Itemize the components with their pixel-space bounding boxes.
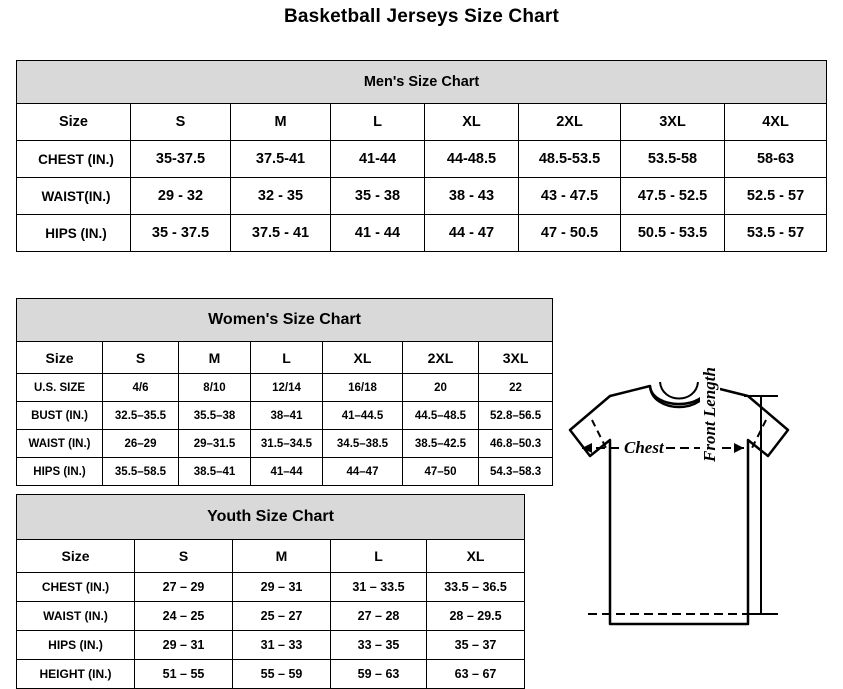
youth-header-m: M	[233, 540, 331, 573]
mens-chest-l: 41-44	[331, 141, 425, 178]
womens-header-2xl: 2XL	[403, 342, 479, 374]
youth-hips-l: 33 – 35	[331, 631, 427, 660]
womens-chart-title: Women's Size Chart	[17, 299, 553, 342]
youth-size-chart-table	[16, 494, 525, 689]
table-row	[17, 402, 553, 430]
womens-header-size: Size	[17, 342, 103, 374]
mens-chest-3xl: 53.5-58	[621, 141, 725, 178]
womens-header-xl: XL	[323, 342, 403, 374]
table-row	[17, 215, 827, 252]
page-title: Basketball Jerseys Size Chart	[283, 6, 560, 27]
mens-waist-3xl: 47.5 - 52.5	[621, 178, 725, 215]
mens-row-label-hips: HIPS (IN.)	[17, 215, 131, 252]
mens-size-chart-table	[16, 60, 827, 252]
womens-hips-2xl: 47–50	[403, 458, 479, 486]
chest-dimension-label: Chest	[624, 438, 664, 457]
mens-header-m: M	[231, 104, 331, 141]
table-row	[17, 458, 553, 486]
youth-chest-s: 27 – 29	[135, 573, 233, 602]
mens-header-4xl: 4XL	[725, 104, 827, 141]
shirt-outline	[570, 386, 788, 624]
womens-header-3xl: 3XL	[479, 342, 553, 374]
mens-header-row	[17, 104, 827, 141]
youth-header-xl: XL	[427, 540, 525, 573]
youth-chest-l: 31 – 33.5	[331, 573, 427, 602]
youth-header-l: L	[331, 540, 427, 573]
mens-row-label-chest: CHEST (IN.)	[17, 141, 131, 178]
youth-hips-m: 31 – 33	[233, 631, 331, 660]
mens-chest-m: 37.5-41	[231, 141, 331, 178]
womens-bust-m: 35.5–38	[179, 402, 251, 430]
mens-waist-4xl: 52.5 - 57	[725, 178, 827, 215]
womens-hips-s: 35.5–58.5	[103, 458, 179, 486]
mens-header-xl: XL	[425, 104, 519, 141]
youth-row-label-hips: HIPS (IN.)	[17, 631, 135, 660]
mens-hips-xl: 44 - 47	[425, 215, 519, 252]
womens-waist-m: 29–31.5	[179, 430, 251, 458]
youth-chart-title: Youth Size Chart	[17, 495, 525, 540]
mens-header-l: L	[331, 104, 425, 141]
mens-chest-xl: 44-48.5	[425, 141, 519, 178]
womens-waist-s: 26–29	[103, 430, 179, 458]
youth-row-label-height: HEIGHT (IN.)	[17, 660, 135, 689]
jersey-measurement-diagram	[548, 352, 838, 672]
youth-waist-l: 27 – 28	[331, 602, 427, 631]
womens-us-size-3xl: 22	[479, 374, 553, 402]
mens-chart-title: Men's Size Chart	[17, 61, 827, 104]
womens-us-size-m: 8/10	[179, 374, 251, 402]
youth-header-size: Size	[17, 540, 135, 573]
mens-waist-m: 32 - 35	[231, 178, 331, 215]
womens-chart-title-row	[17, 299, 553, 342]
mens-hips-2xl: 47 - 50.5	[519, 215, 621, 252]
womens-us-size-l: 12/14	[251, 374, 323, 402]
youth-height-l: 59 – 63	[331, 660, 427, 689]
youth-height-s: 51 – 55	[135, 660, 233, 689]
youth-hips-xl: 35 – 37	[427, 631, 525, 660]
womens-us-size-s: 4/6	[103, 374, 179, 402]
womens-us-size-2xl: 20	[403, 374, 479, 402]
womens-waist-l: 31.5–34.5	[251, 430, 323, 458]
mens-waist-2xl: 43 - 47.5	[519, 178, 621, 215]
mens-waist-xl: 38 - 43	[425, 178, 519, 215]
mens-chart-title-row	[17, 61, 827, 104]
womens-waist-2xl: 38.5–42.5	[403, 430, 479, 458]
mens-hips-l: 41 - 44	[331, 215, 425, 252]
youth-header-row	[17, 540, 525, 573]
womens-bust-2xl: 44.5–48.5	[403, 402, 479, 430]
womens-hips-3xl: 54.3–58.3	[479, 458, 553, 486]
table-row	[17, 178, 827, 215]
youth-waist-s: 24 – 25	[135, 602, 233, 631]
mens-row-label-waist: WAIST(IN.)	[17, 178, 131, 215]
womens-size-chart-table	[16, 298, 553, 486]
mens-hips-s: 35 - 37.5	[131, 215, 231, 252]
front-length-dimension-label: Front Length	[700, 367, 719, 462]
youth-waist-m: 25 – 27	[233, 602, 331, 631]
womens-bust-xl: 41–44.5	[323, 402, 403, 430]
mens-chest-4xl: 58-63	[725, 141, 827, 178]
table-row	[17, 430, 553, 458]
youth-row-label-chest: CHEST (IN.)	[17, 573, 135, 602]
table-row	[17, 141, 827, 178]
mens-header-size: Size	[17, 104, 131, 141]
youth-row-label-waist: WAIST (IN.)	[17, 602, 135, 631]
womens-bust-s: 32.5–35.5	[103, 402, 179, 430]
womens-row-label-waist: WAIST (IN.)	[17, 430, 103, 458]
table-row	[17, 631, 525, 660]
womens-hips-l: 41–44	[251, 458, 323, 486]
mens-hips-m: 37.5 - 41	[231, 215, 331, 252]
womens-waist-xl: 34.5–38.5	[323, 430, 403, 458]
mens-header-3xl: 3XL	[621, 104, 725, 141]
mens-waist-s: 29 - 32	[131, 178, 231, 215]
womens-row-label-hips: HIPS (IN.)	[17, 458, 103, 486]
womens-header-row	[17, 342, 553, 374]
mens-header-s: S	[131, 104, 231, 141]
mens-chest-s: 35-37.5	[131, 141, 231, 178]
womens-header-l: L	[251, 342, 323, 374]
womens-hips-m: 38.5–41	[179, 458, 251, 486]
womens-bust-l: 38–41	[251, 402, 323, 430]
youth-header-s: S	[135, 540, 233, 573]
womens-bust-3xl: 52.8–56.5	[479, 402, 553, 430]
womens-header-m: M	[179, 342, 251, 374]
youth-chest-m: 29 – 31	[233, 573, 331, 602]
womens-header-s: S	[103, 342, 179, 374]
shirt-collar-inner	[660, 382, 698, 399]
youth-chest-xl: 33.5 – 36.5	[427, 573, 525, 602]
table-row	[17, 660, 525, 689]
mens-waist-l: 35 - 38	[331, 178, 425, 215]
youth-height-m: 55 – 59	[233, 660, 331, 689]
youth-height-xl: 63 – 67	[427, 660, 525, 689]
jersey-shirt-icon	[548, 352, 838, 672]
youth-waist-xl: 28 – 29.5	[427, 602, 525, 631]
womens-row-label-bust: BUST (IN.)	[17, 402, 103, 430]
mens-hips-4xl: 53.5 - 57	[725, 215, 827, 252]
youth-chart-title-row	[17, 495, 525, 540]
womens-hips-xl: 44–47	[323, 458, 403, 486]
table-row	[17, 573, 525, 602]
womens-row-label-us-size: U.S. SIZE	[17, 374, 103, 402]
mens-header-2xl: 2XL	[519, 104, 621, 141]
youth-hips-s: 29 – 31	[135, 631, 233, 660]
mens-hips-3xl: 50.5 - 53.5	[621, 215, 725, 252]
womens-us-size-xl: 16/18	[323, 374, 403, 402]
mens-chest-2xl: 48.5-53.5	[519, 141, 621, 178]
table-row	[17, 374, 553, 402]
womens-waist-3xl: 46.8–50.3	[479, 430, 553, 458]
table-row	[17, 602, 525, 631]
